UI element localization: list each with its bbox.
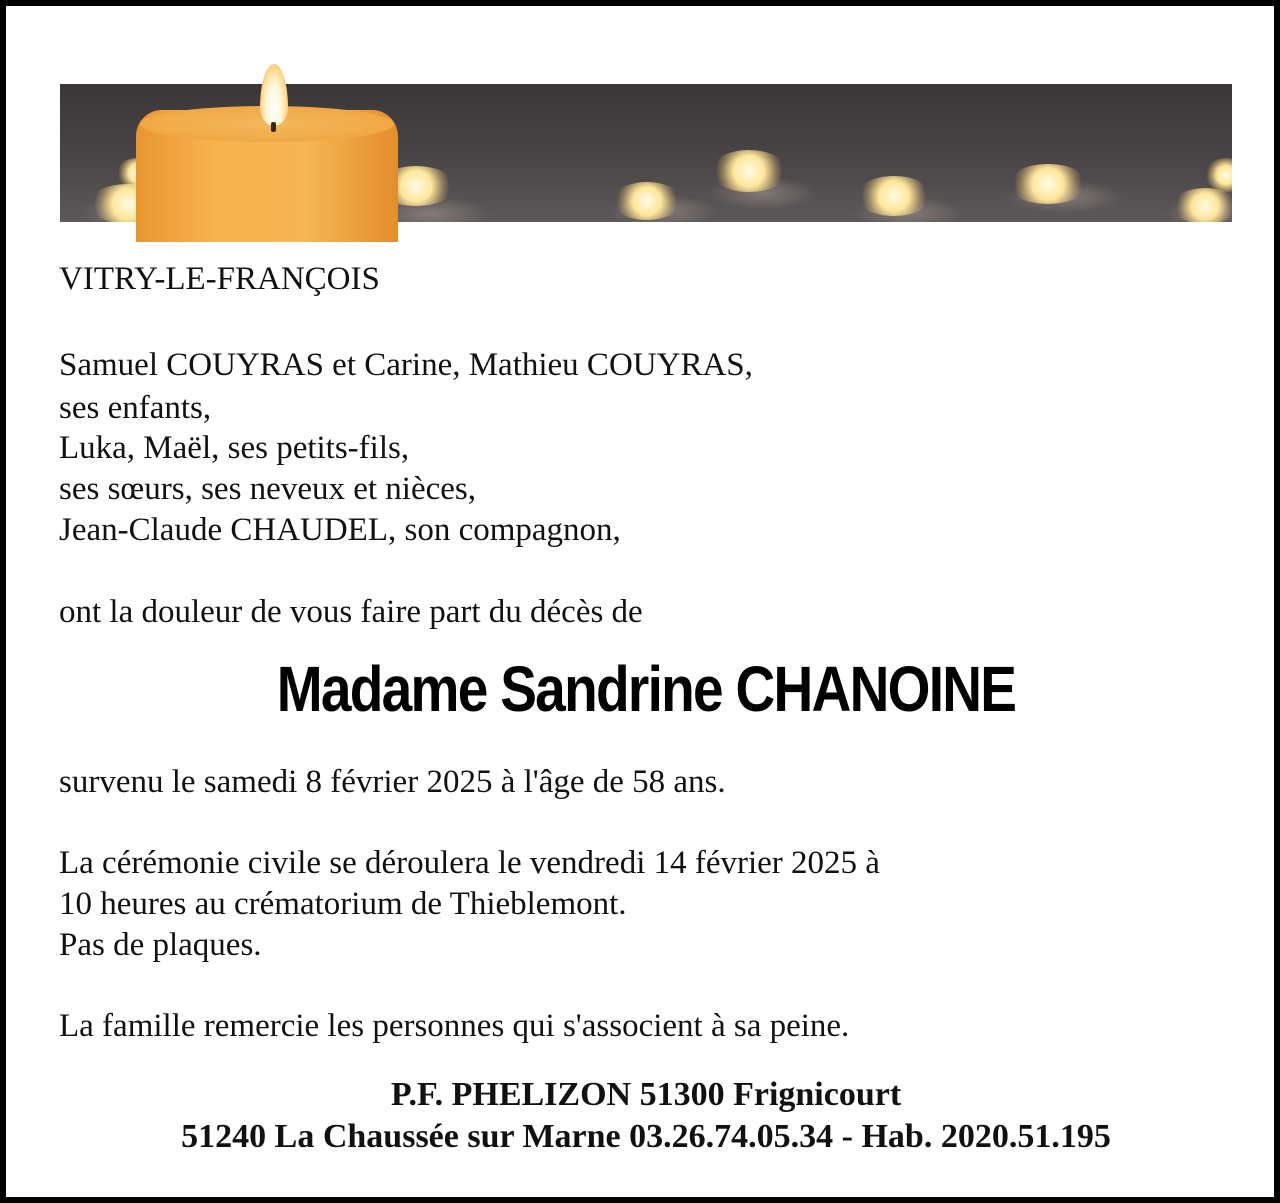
announcement-text: ont la douleur de vous faire part du décès de: [59, 594, 643, 630]
wick-icon: [271, 122, 276, 132]
death-info: survenu le samedi 8 février 2025 à l'âge de 58 ans.: [59, 764, 726, 800]
funeral-home-line-2: 51240 La Chaussée sur Marne 03.26.74.05.34 - Hab. 2020.51.195: [181, 1118, 1111, 1155]
family-line: Samuel COUYRAS et Carine, Mathieu COUYRAS,: [59, 347, 753, 383]
ceremony-line: La cérémonie civile se déroulera le vendredi 14 février 2025 à: [59, 845, 880, 881]
deceased-name: Madame Sandrine CHANOINE: [276, 653, 1016, 725]
thanks-text: La famille remercie les personnes qui s'associent à sa peine.: [59, 1008, 850, 1044]
funeral-home-line-1: P.F. PHELIZON 51300 Frignicourt: [390, 1076, 902, 1113]
city-heading: VITRY-LE-FRANÇOIS: [59, 261, 380, 297]
family-line: Luka, Maël, ses petits-fils,: [59, 430, 410, 466]
family-line: Jean-Claude CHAUDEL, son compagnon,: [59, 512, 621, 548]
family-line: ses enfants,: [59, 390, 212, 426]
flame-icon: [260, 64, 288, 126]
family-line: ses sœurs, ses neveux et nièces,: [59, 471, 476, 507]
ceremony-line: 10 heures au crématorium de Thieblemont.: [59, 886, 627, 922]
ceremony-line: Pas de plaques.: [59, 927, 262, 963]
